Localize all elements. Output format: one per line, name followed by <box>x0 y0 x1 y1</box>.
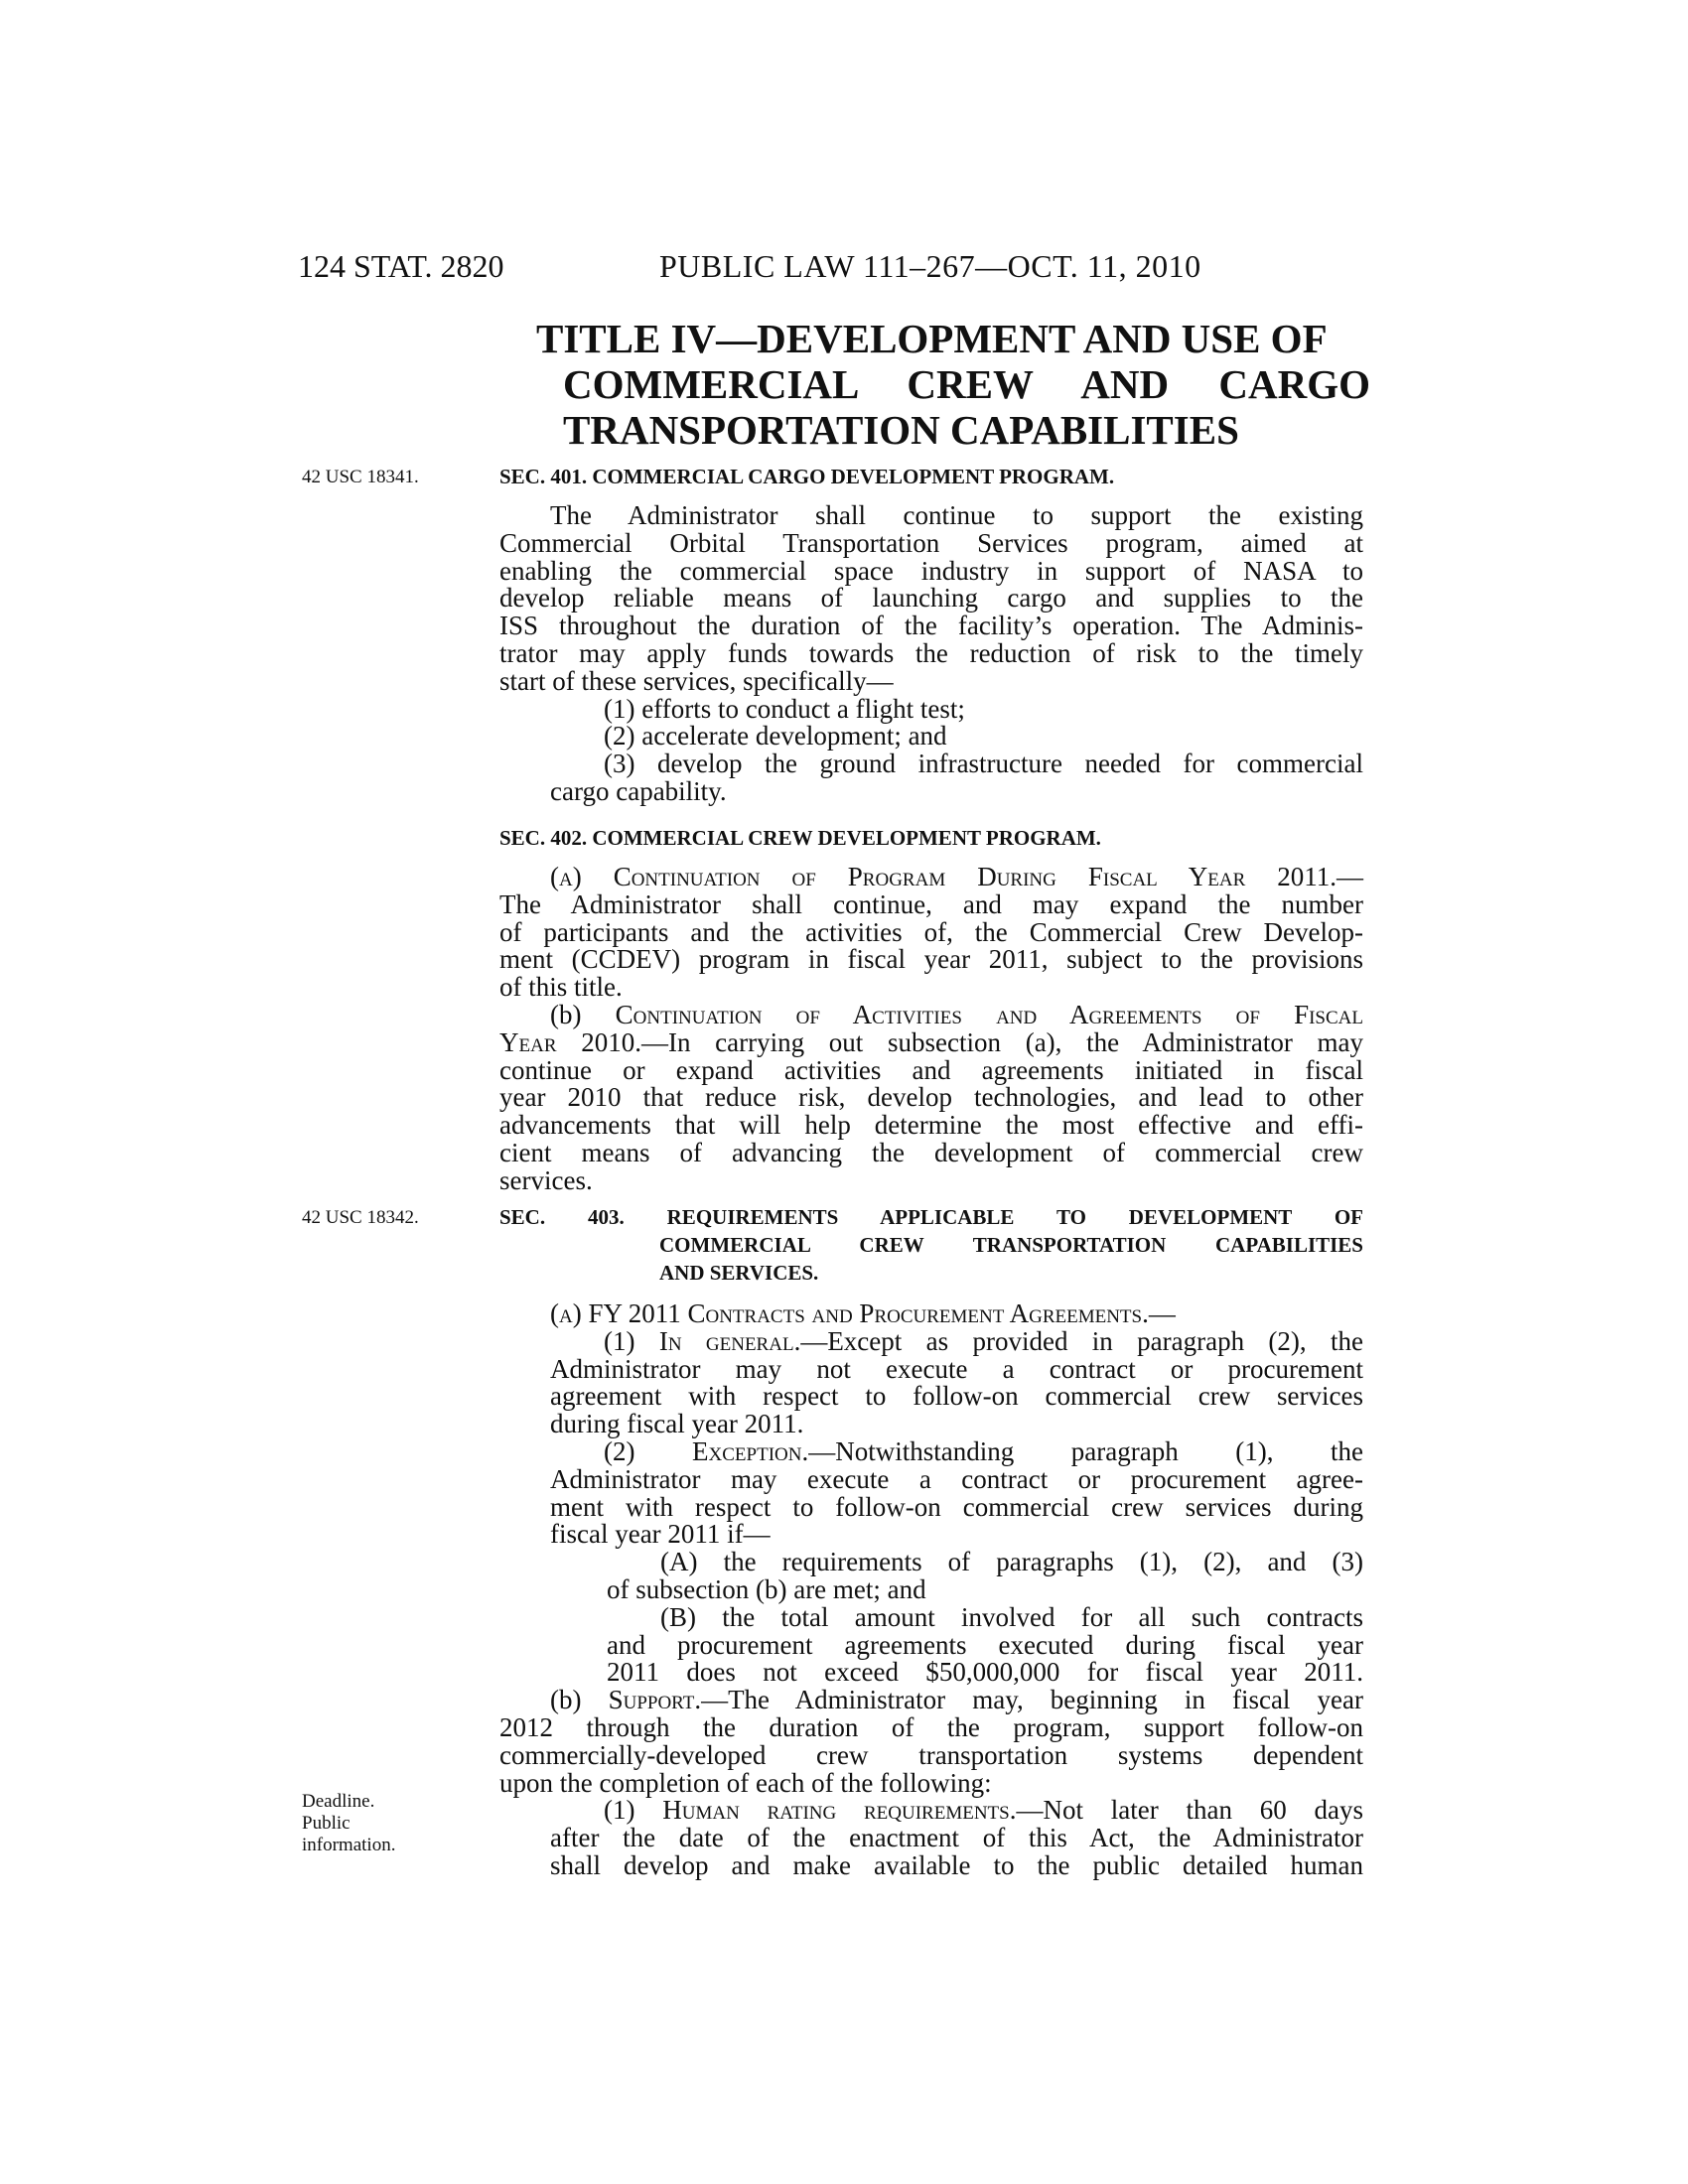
page-header <box>0 248 1688 288</box>
subsection-heading: (a) FY 2011 Contracts and Procurement Agreements.— <box>550 1298 1176 1328</box>
body-text: 2010.—In carrying out subsection (a), the Administrator may <box>556 1026 1363 1057</box>
body-line: advancements that will help determine the most effective and effi- <box>499 1110 1363 1141</box>
body-line: fiscal year 2011 if— <box>550 1519 771 1550</box>
body-line: Commercial Orbital Transportation Services program, aimed at <box>499 527 1363 558</box>
subsection-title-cont: Year <box>499 1026 557 1057</box>
margin-note-usc-18342: 42 USC 18342. <box>302 1207 419 1228</box>
body-line: The Administrator shall continue to support the existing <box>550 500 1363 530</box>
paragraph-label: (2) <box>604 1435 693 1466</box>
paragraph-heading <box>499 1797 1363 1825</box>
section-402-body <box>499 864 1363 1195</box>
margin-note-line: Public <box>302 1813 351 1834</box>
body-line: shall develop and make available to the public detailed human <box>550 1849 1363 1880</box>
margin-note-usc-18341: 42 USC 18341. <box>302 467 419 487</box>
body-line: start of these services, specifically— <box>499 665 894 696</box>
section-401-body <box>499 502 1363 806</box>
section-403-heading <box>499 1203 1363 1287</box>
section-401-heading: SEC. 401. COMMERCIAL CARGO DEVELOPMENT PROGRAM. <box>499 465 1115 488</box>
body-text: .—Notwithstanding paragraph (1), the <box>801 1435 1363 1466</box>
margin-note-line: Deadline. <box>302 1791 375 1812</box>
body-line: ISS throughout the duration of the facility’s operation. The Adminis- <box>499 611 1363 641</box>
body-line: The Administrator shall continue, and may expand the number <box>499 888 1363 919</box>
title-line-1: TITLE IV—DEVELOPMENT AND USE OF <box>536 316 1328 361</box>
body-line: upon the completion of each of the following: <box>499 1767 992 1798</box>
list-item: (3) develop the ground infrastructure needed for commercial <box>604 749 1363 779</box>
body-line: enabling the commercial space industry in support of NASA to <box>499 555 1363 586</box>
paragraph-title: Exception <box>692 1435 802 1466</box>
subparagraph-a-cont: of subsection (b) are met; and <box>607 1573 926 1604</box>
body-line: ment with respect to follow-on commercial crew services during <box>550 1491 1363 1522</box>
margin-note-deadline <box>302 1791 395 1856</box>
body-line: commercially-developed crew transportation systems dependent <box>499 1739 1363 1770</box>
body-text: .—The Administrator may, beginning in fiscal year <box>694 1685 1363 1715</box>
body-line: cient means of advancing the development of commercial crew <box>499 1137 1363 1167</box>
body-line: of this title. <box>499 972 623 1003</box>
body-line: during fiscal year 2011. <box>550 1409 804 1439</box>
list-item: (2) accelerate development; and <box>604 721 947 751</box>
paragraph-title: In general <box>658 1325 794 1356</box>
body-line: Administrator may not execute a contract or procurement <box>550 1353 1363 1384</box>
body-line: agreement with respect to follow-on commercial crew services <box>550 1381 1363 1412</box>
subsection-label: (b) <box>550 999 616 1029</box>
subsection-title: Continuation of Activities and Agreements of Fiscal <box>615 999 1364 1029</box>
title-iv-heading <box>536 316 1370 453</box>
body-line: 2012 through the duration of the program, support follow-on <box>499 1711 1363 1742</box>
margin-note-line: information. <box>302 1835 396 1855</box>
list-item: cargo capability. <box>550 775 727 806</box>
body-line: Administrator may execute a contract or procurement agree- <box>550 1463 1363 1494</box>
subsection-heading: (a) Continuation of Program During Fiscal Year 2011.— <box>550 862 1363 891</box>
paragraph-label: (1) <box>604 1325 659 1356</box>
body-line <box>499 1026 1363 1057</box>
heading-line: COMMERCIAL CREW TRANSPORTATION CAPABILITIES <box>659 1233 1363 1257</box>
section-402-heading: SEC. 402. COMMERCIAL CREW DEVELOPMENT PROGRAM. <box>499 826 1101 850</box>
body-line: trator may apply funds towards the reduction of risk to the timely <box>499 637 1363 668</box>
body-text: .—Not later than 60 days <box>1009 1795 1363 1826</box>
body-line: services. <box>499 1164 593 1195</box>
subsection-label: (b) <box>550 1685 609 1715</box>
heading-line: SEC. 403. REQUIREMENTS APPLICABLE TO DEVELOPMENT OF <box>499 1205 1363 1229</box>
subparagraph-b: (B) the total amount involved for all such contracts <box>660 1601 1363 1632</box>
body-line: of participants and the activities of, the Commercial Crew Develop- <box>499 916 1363 947</box>
paragraph-heading <box>499 1325 1363 1356</box>
statute-page-reference: 124 STAT. 2820 <box>298 248 504 284</box>
subparagraph-b-cont: and procurement agreements executed during fiscal year <box>607 1629 1363 1660</box>
section-403-body <box>499 1300 1363 1880</box>
paragraph-label: (1) <box>604 1795 663 1826</box>
body-line: year 2010 that reduce risk, develop technologies, and lead to other <box>499 1082 1363 1113</box>
subparagraph-b-cont: 2011 does not exceed $50,000,000 for fiscal year 2011. <box>607 1657 1363 1688</box>
heading-line: AND SERVICES. <box>659 1261 819 1285</box>
body-text: .—Except as provided in paragraph (2), the <box>793 1325 1363 1356</box>
body-line: continue or expand activities and agreements initiated in fiscal <box>499 1054 1363 1085</box>
body-line: ment (CCDEV) program in fiscal year 2011, subject to the provisions <box>499 944 1363 975</box>
subsection-heading <box>499 999 1364 1029</box>
subsection-heading <box>499 1687 1363 1714</box>
body-line: after the date of the enactment of this Act, the Administrator <box>550 1823 1363 1853</box>
title-line-3: TRANSPORTATION CAPABILITIES <box>563 407 1239 453</box>
subsection-title: Support <box>608 1685 695 1715</box>
public-law-reference: PUBLIC LAW 111–267—OCT. 11, 2010 <box>659 248 1201 284</box>
subparagraph-a: (A) the requirements of paragraphs (1), (2), and (3) <box>660 1547 1363 1577</box>
paragraph-heading <box>499 1435 1363 1466</box>
list-item: (1) efforts to conduct a flight test; <box>604 693 965 724</box>
paragraph-title: Human rating requirements <box>662 1795 1010 1826</box>
body-line: develop reliable means of launching cargo and supplies to the <box>499 583 1363 614</box>
title-line-2: COMMERCIAL CREW AND CARGO <box>563 361 1370 407</box>
